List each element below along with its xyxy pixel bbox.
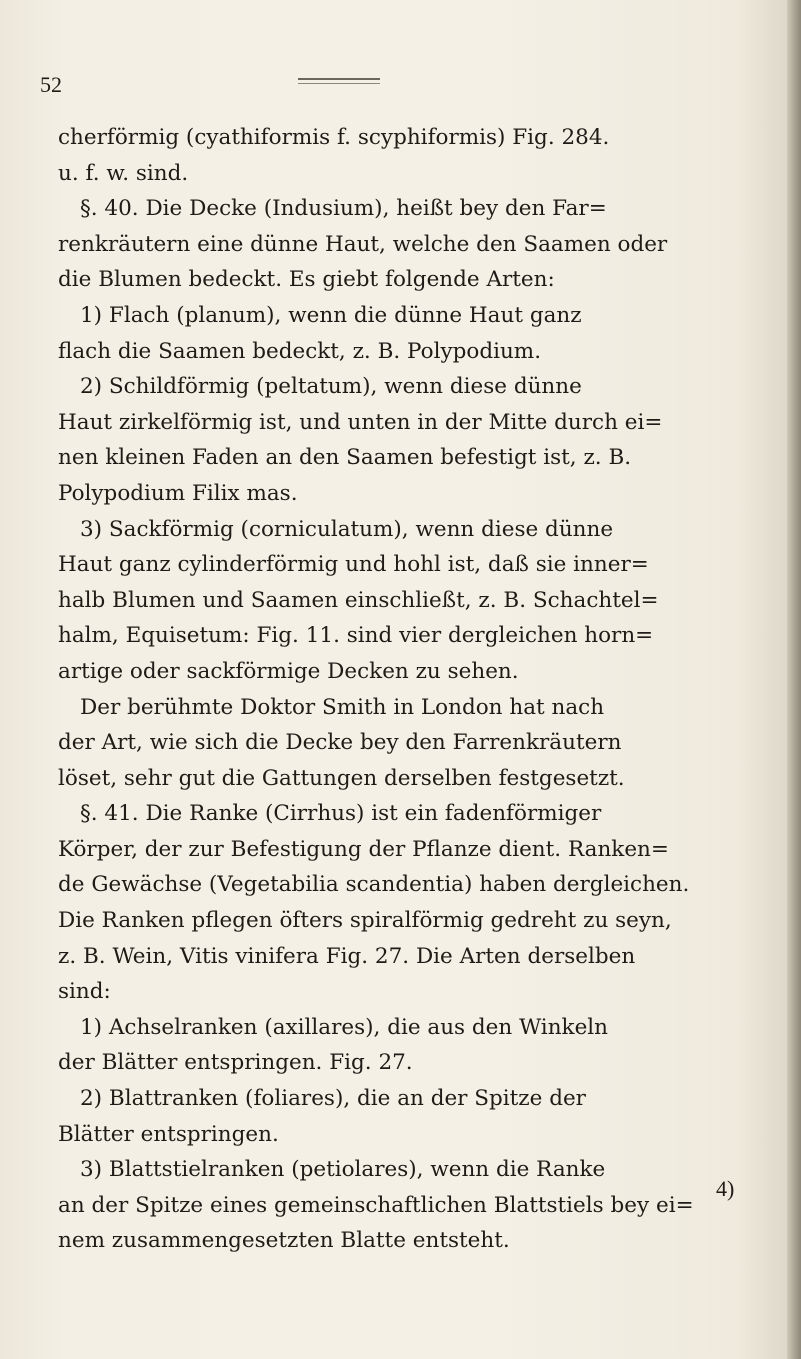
text-line: Haut zirkelförmig ist, und unten in der Mitte durch ei= [58,409,663,435]
text-line: Polypodium Filix mas. [58,480,298,506]
text-line: artige oder sackförmige Decken zu sehen. [58,658,519,684]
text-line: flach die Saamen bedeckt, z. B. Polypodium. [58,338,542,364]
list-item-foliar: 2) Blattranken (foliares), die an der Spitze der [80,1086,586,1112]
header-rule [298,78,380,84]
text-line: nen kleinen Faden an den Saamen befestigt ist, z. B. [58,445,632,471]
paragraph-41-start: §. 41. Die Ranke (Cirrhus) ist ein fadenförmiger [80,801,602,827]
text-line: halb Blumen und Saamen einschließt, z. B. Schachtel= [58,587,659,613]
list-item-peltate: 2) Schildförmig (peltatum), wenn diese dünne [80,374,582,400]
text-line: der Art, wie sich die Decke bey den Farrenkräutern [58,730,622,756]
catchword: 4) [716,1176,735,1201]
text-line: renkräutern eine dünne Haut, welche den Saamen oder [58,231,668,257]
paragraph-smith-start: Der berühmte Doktor Smith in London hat nach [80,694,605,720]
text-line: cherförmig (cyathiformis f. scyphiformis) Fig. 284. [58,125,610,150]
text-line: de Gewächse (Vegetabilia scandentia) haben dergleichen. [58,872,690,898]
text-line: halm, Equisetum: Fig. 11. sind vier dergleichen horn= [58,623,654,649]
text-line: Haut ganz cylinderförmig und hohl ist, daß sie inner= [58,552,649,578]
list-item-saccate: 3) Sackförmig (corniculatum), wenn diese dünne [80,516,614,542]
text-line: u. f. w. sind. [58,160,189,186]
text-line: die Blumen bedeckt. Es giebt folgende Arten: [58,267,555,293]
text-line: z. B. Wein, Vitis vinifera Fig. 27. Die Arten derselben [58,943,636,969]
text-line: Blätter entspringen. [58,1121,279,1147]
text-line: der Blätter entspringen. Fig. 27. [58,1050,413,1076]
list-item-axillary: 1) Achselranken (axillares), die aus den Winkeln [80,1014,609,1040]
text-line: löset, sehr gut die Gattungen derselben festgesetzt. [58,765,625,791]
paragraph-40-start: §. 40. Die Decke (Indusium), heißt bey den Far= [80,196,607,222]
page-edge [787,0,801,1359]
text-line: Körper, der zur Befestigung der Pflanze dient. Ranken= [58,836,669,862]
list-item-flat: 1) Flach (planum), wenn die dünne Haut ganz [80,302,582,328]
text-line: Die Ranken pflegen öfters spiralförmig gedreht zu seyn, [58,908,672,934]
text-line: nem zusammengesetzten Blatte entsteht. [58,1228,510,1254]
text-line: sind: [58,979,111,1005]
page-number: 52 [40,72,62,97]
list-item-petiolar: 3) Blattstielranken (petiolares), wenn die Ranke [80,1157,606,1183]
body-text [58,120,763,1259]
text-line: an der Spitze eines gemeinschaftlichen Blattstiels bey ei= [58,1192,694,1218]
